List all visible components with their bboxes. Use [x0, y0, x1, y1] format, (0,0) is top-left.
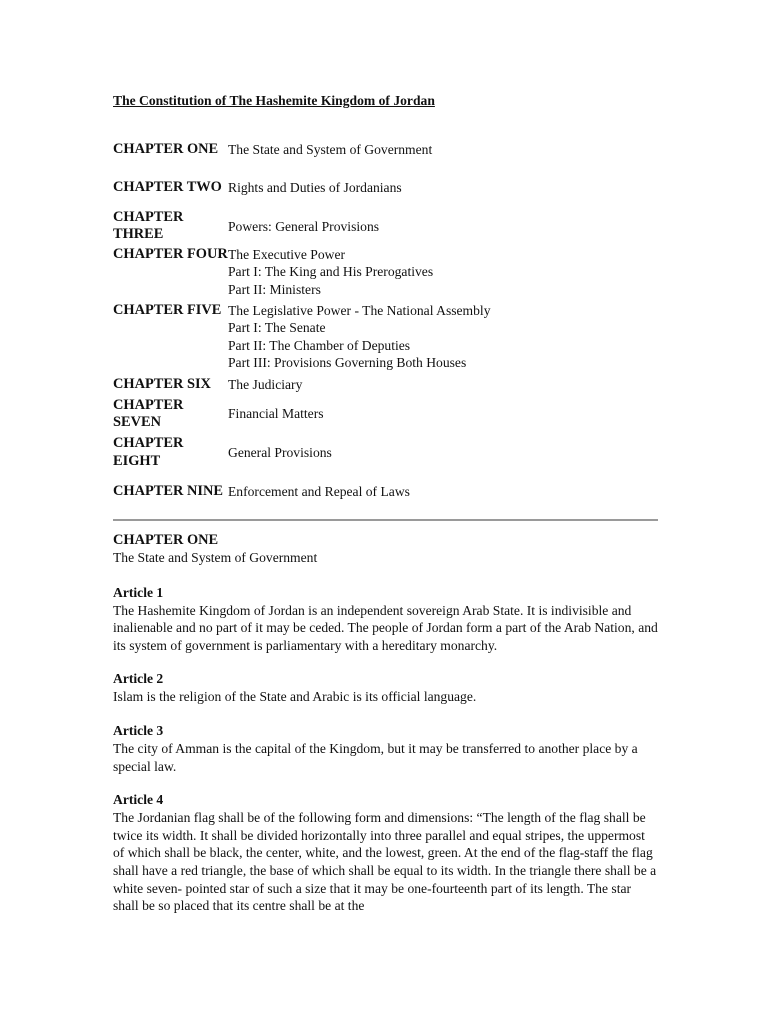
- article-text: The Hashemite Kingdom of Jordan is an independent sovereign Arab State. It is indivisible and inalienable and no part of it may be ceded. The people of Jordan form a part of the Arab Nation, and its system of government is parliamentary with a hereditary monarchy.: [113, 602, 658, 653]
- article-title: Article 4: [113, 792, 164, 808]
- toc-line: Enforcement and Repeal of Laws: [228, 483, 410, 499]
- toc-chapter-description: [228, 130, 658, 169]
- toc-row: [113, 130, 658, 169]
- toc-chapter-description: [228, 302, 658, 374]
- toc-line: The State and System of Government: [228, 141, 433, 157]
- toc-chapter-label: CHAPTER EIGHT: [113, 435, 184, 469]
- toc-line: Part I: The King and His Prerogatives: [228, 264, 434, 280]
- article: [113, 722, 658, 775]
- article: [113, 670, 658, 706]
- document-title: The Constitution of The Hashemite Kingdom of Jordan: [113, 93, 435, 108]
- toc-line: Part II: The Chamber of Deputies: [228, 337, 411, 353]
- toc-chapter-label: CHAPTER TWO: [113, 179, 222, 196]
- toc-row: [113, 207, 658, 246]
- toc-row: [113, 302, 658, 374]
- toc-chapter-label: CHAPTER THREE: [113, 208, 184, 243]
- section-divider: [113, 519, 658, 521]
- toc-chapter-label: CHAPTER NINE: [113, 482, 223, 499]
- document-page: [113, 92, 658, 931]
- toc-chapter-label: CHAPTER SEVEN: [113, 396, 184, 431]
- toc-chapter-label: CHAPTER ONE: [113, 140, 219, 157]
- toc-line: Powers: General Provisions: [228, 218, 380, 234]
- toc-line: The Legislative Power - The National Assembly: [228, 302, 491, 318]
- toc-chapter-label: CHAPTER SIX: [113, 375, 211, 392]
- toc-row: [113, 374, 658, 395]
- article-title: Article 2: [113, 671, 164, 687]
- toc-line: Financial Matters: [228, 406, 324, 422]
- toc-chapter-label: CHAPTER FOUR: [113, 245, 228, 262]
- article: [113, 791, 658, 915]
- toc-chapter-description: [228, 169, 658, 208]
- toc-line: Part II: Ministers: [228, 281, 321, 297]
- article-title: Article 1: [113, 584, 164, 600]
- toc-line: Part I: The Senate: [228, 320, 326, 336]
- toc-line: The Executive Power: [228, 246, 346, 262]
- toc-row: [113, 472, 658, 511]
- toc-chapter-label: CHAPTER FIVE: [113, 301, 222, 318]
- toc-line: Part III: Provisions Governing Both Houses: [228, 355, 467, 371]
- toc-line: The Judiciary: [228, 376, 303, 392]
- article-text: The Jordanian flag shall be of the following form and dimensions: “The length of the flag shall be twice its width. It shall be divided horizontally into three parallel and equal stripes, the uppermost of which shall be black, the center, white, and the lowest, green. At the end of the flag-staff the flag shall have a red triangle, the base of which shall be equal to its width. In the triangle there shall be a white seven- pointed star of such a size that it may be one-fourteenth part of its length. The star shall be so placed that its centre shall be at the: [113, 810, 657, 914]
- article-text: Islam is the religion of the State and Arabic is its official language.: [113, 689, 477, 705]
- toc-row: [113, 246, 658, 302]
- toc-chapter-description: [228, 246, 658, 302]
- toc-line: General Provisions: [228, 444, 332, 460]
- toc-row: [113, 395, 658, 434]
- chapter-heading: CHAPTER ONE: [113, 531, 219, 548]
- article-title: Article 3: [113, 722, 164, 738]
- toc-chapter-description: [228, 472, 658, 511]
- toc-row: [113, 433, 658, 472]
- articles-list: [113, 584, 658, 915]
- table-of-contents: [113, 130, 658, 511]
- toc-line: Rights and Duties of Jordanians: [228, 180, 402, 196]
- article: [113, 584, 658, 655]
- article-text: The city of Amman is the capital of the Kingdom, but it may be transferred to another place by a special law.: [113, 740, 638, 774]
- chapter-subheading: The State and System of Government: [113, 549, 318, 565]
- toc-row: [113, 169, 658, 208]
- toc-chapter-description: [228, 433, 658, 472]
- toc-chapter-description: [228, 207, 658, 246]
- toc-chapter-description: [228, 374, 658, 395]
- toc-chapter-description: [228, 395, 658, 434]
